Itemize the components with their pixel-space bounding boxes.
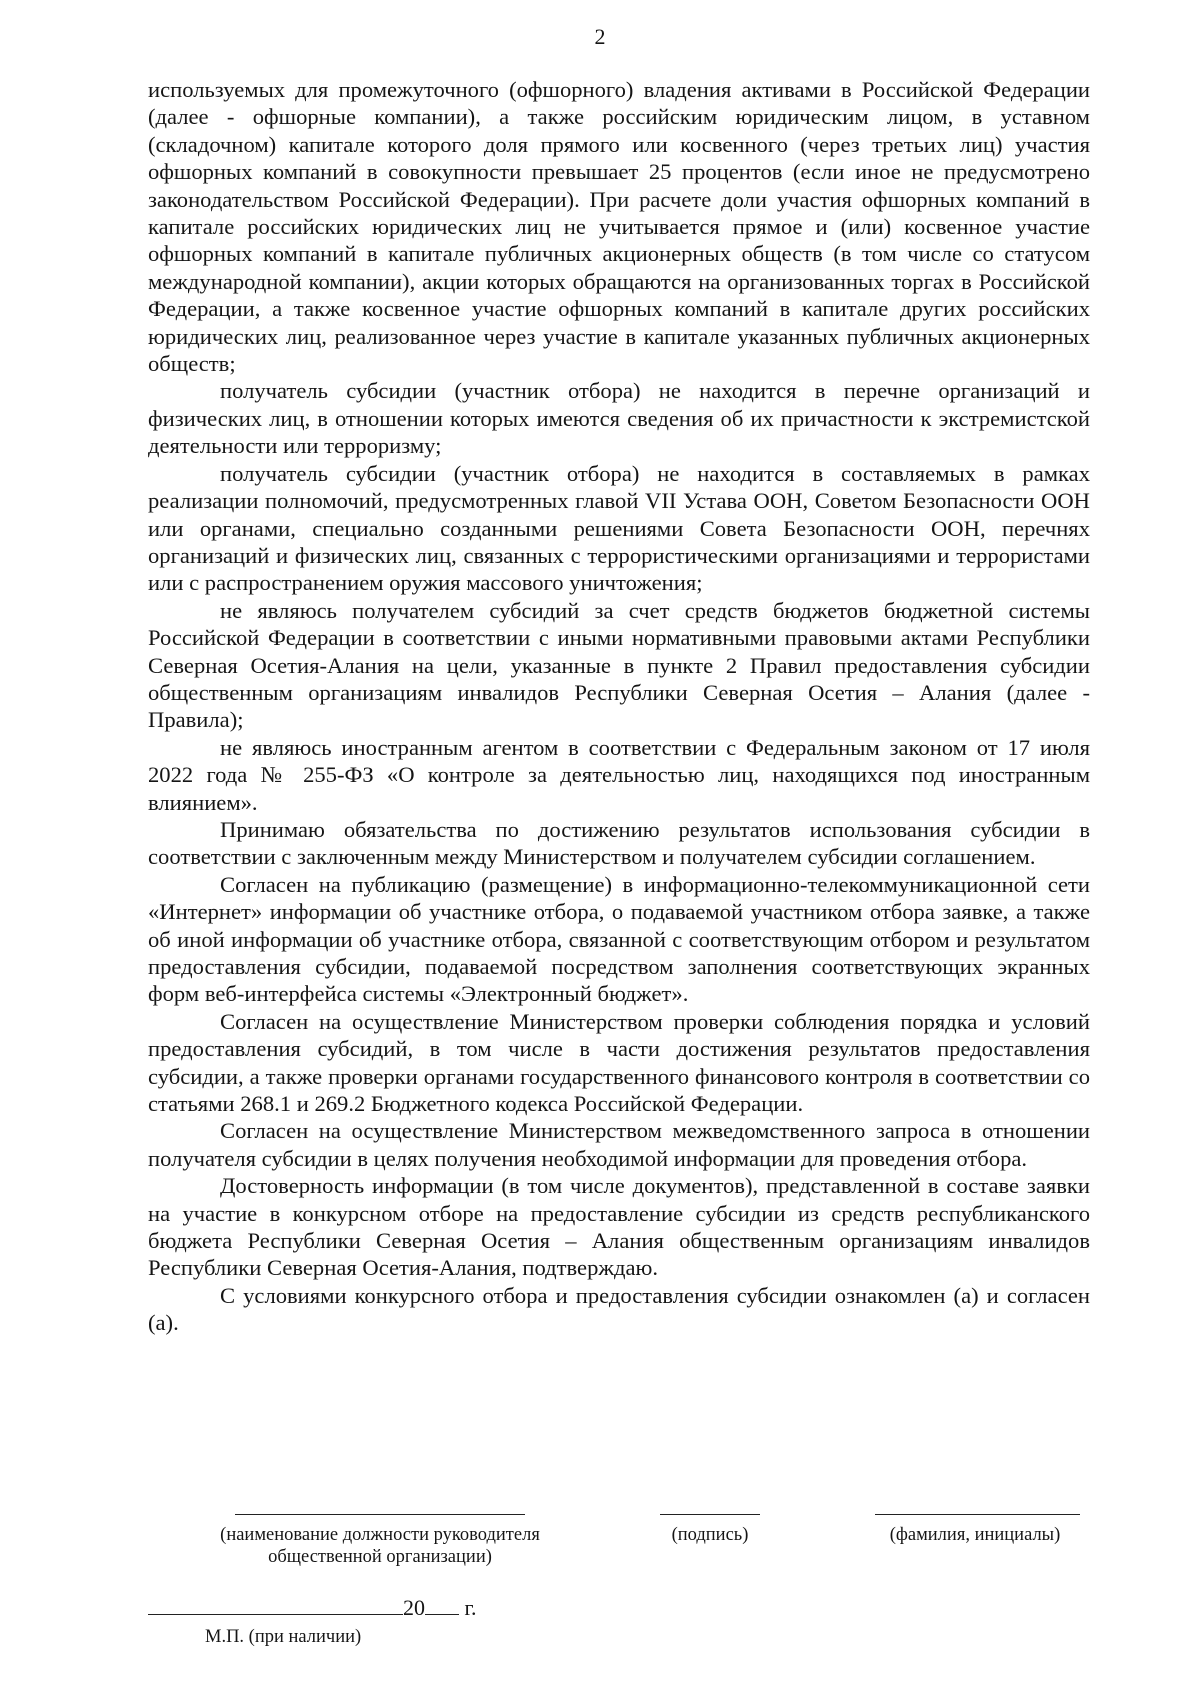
paragraph-inspection-consent: Согласен на осуществление Министерством проверки соблюдения порядка и условий предоставления субсидий, в том числе в части достижения результатов предоставления субсидии, а также проверки органами государственного финансового контроля в соответствии со статьями 268.1 и 269.2 Бюджетного кодекса Российской Федерации.: [148, 1008, 1090, 1117]
paragraph-no-other-subsidies: не являюсь получателем субсидий за счет средств бюджетов бюджетной системы Российской Федерации в соответствии с иными нормативными правовыми актами Республики Северная Осетия-Алания на цели, указанные в пункте 2 Правил предоставления субсидии общественным организациям инвалидов Республики Северная Осетия – Алания (далее - Правила);: [148, 597, 1090, 733]
paragraph-not-foreign-agent: не являюсь иностранным агентом в соответствии с Федеральным законом от 17 июля 2022 года № 255-ФЗ «О контроле за деятельностью лиц, находящихся под иностранным влиянием».: [148, 734, 1090, 815]
paragraph-publication-consent: Согласен на публикацию (размещение) в информационно-телекоммуникационной сети «Интернет» информации об участнике отбора, о подаваемой участником отбора заявке, а также об иной информации об участнике отбора, связанной с соответствующим отбором и результатом предоставления субсидии, подаваемой посредством заполнения соответствующих экранных форм веб-интерфейса системы «Электронный бюджет».: [148, 871, 1090, 1007]
date-year-blank: [425, 1592, 459, 1615]
document-body: [148, 76, 1090, 1337]
date-row: [148, 1592, 477, 1621]
paragraph-obligations: Принимаю обязательства по достижению результатов использования субсидии в соответствии с заключенным между Министерством и получателем субсидии соглашением.: [148, 816, 1090, 870]
position-label: [180, 1524, 580, 1568]
paragraph-extremism-list: получатель субсидии (участник отбора) не находится в перечне организаций и физических лиц, в отношении которых имеются сведения об их причастности к экстремистской деятельности или терроризму;: [148, 378, 1090, 459]
signature-line: [660, 1514, 760, 1515]
paragraph-un-sanctions-list: получатель субсидии (участник отбора) не находится в составляемых в рамках реализации полномочий, предусмотренных главой VII Устава ООН, Советом Безопасности ООН или органами, специально созданными решениями Совета Безопасности ООН, перечнях организаций и физических лиц, связанных с террористическими организациями и террористами или с распространением оружия массового уничтожения;: [148, 460, 1090, 596]
signature-label: (подпись): [671, 1525, 749, 1545]
date-year-prefix: 20: [403, 1595, 425, 1620]
paragraph-interagency-request-consent: Согласен на осуществление Министерством межведомственного запроса в отношении получателя субсидии в целях получения необходимой информации для проведения отбора.: [148, 1118, 1090, 1171]
name-label: (фамилия, инициалы): [889, 1525, 1061, 1545]
name-signature-line: [875, 1514, 1080, 1515]
paragraph-information-accuracy: Достоверность информации (в том числе документов), представленной в составе заявки на участие в конкурсном отборе на предоставление субсидии из средств республиканского бюджета Республики Северная Осетия – Алания общественным организациям инвалидов Республики Северная Осетия-Алания, подтверждаю.: [148, 1173, 1090, 1281]
paragraph-offshore-companies: используемых для промежуточного (офшорного) владения активами в Российской Федерации (далее - офшорные компании), а также российским юридическим лицом, в уставном (складочном) капитале которого доля прямого или косвенного (через третьих лиц) участия офшорных компаний в совокупности превышает 25 процентов (если иное не предусмотрено законодательством Российской Федерации). При расчете доли участия офшорных компаний в капитале российских юридических лиц не учитывается прямое и (или) косвенное участие офшорных компаний в капитале публичных акционерных обществ (в том числе со статусом международной компании), акции которых обращаются на организованных торгах в Российской Федерации, а также косвенное участие офшорных компаний в капитале других российских юридических лиц, реализованное через участие в капитале указанных публичных акционерных обществ;: [148, 77, 1090, 377]
date-year-suffix: г.: [464, 1595, 477, 1620]
page-number: 2: [594, 24, 606, 49]
position-label-line2: общественной организации): [268, 1547, 492, 1567]
paragraph-terms-acknowledgement: С условиями конкурсного отбора и предоставления субсидии ознакомлен (а) и согласен (а).: [148, 1282, 1090, 1336]
position-signature-line: [235, 1514, 525, 1515]
position-label-line1: (наименование должности руководителя: [220, 1525, 540, 1545]
date-day-month-blank: [148, 1592, 403, 1615]
stamp-label: М.П. (при наличии): [205, 1627, 362, 1647]
